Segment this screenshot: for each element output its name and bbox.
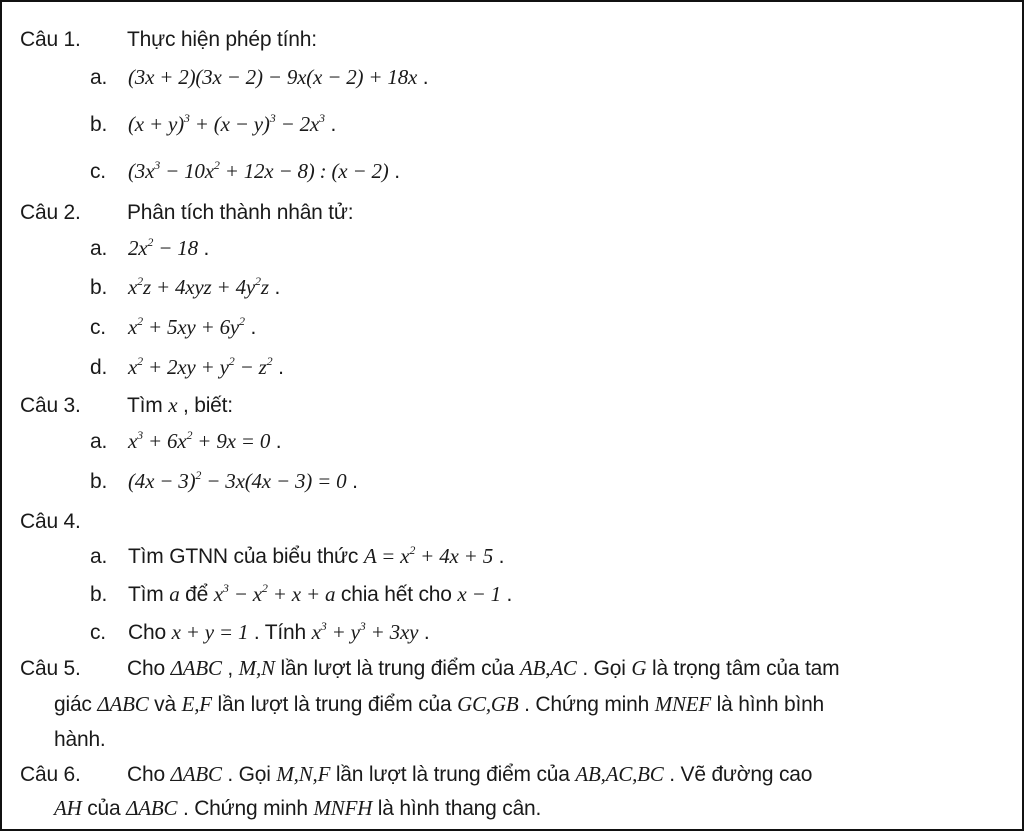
- question-label: Câu 4.: [20, 510, 81, 533]
- question-6-line-1: [20, 760, 812, 789]
- math-expression: $x^2 + 5xy + 6y^2$: [128, 314, 245, 339]
- item-label: a.: [90, 430, 108, 453]
- item-label: a.: [90, 66, 108, 89]
- question-title-part: Tìm: [127, 394, 169, 417]
- question-1-item-b: [90, 110, 336, 139]
- punctuation: .: [274, 276, 281, 299]
- question-2-item-b: [90, 273, 280, 302]
- question-3-item-a: [90, 427, 281, 456]
- punctuation: .: [422, 66, 429, 89]
- math-expression: $x^3 + 6x^2 + 9x = 0$: [128, 428, 271, 453]
- math-expression: $A = x^2 + 4x + 5$: [363, 543, 493, 568]
- question-label: Câu 3.: [20, 394, 81, 417]
- variable-x: x: [168, 393, 178, 417]
- math-expression: $(4x - 3)^2 - 3x(4x - 3) = 0$: [128, 468, 347, 493]
- punctuation: .: [278, 356, 284, 379]
- item-label: d.: [90, 356, 108, 379]
- item-label: b.: [90, 583, 108, 606]
- math-expression: $x^3 - x^2 + x + a$: [213, 581, 336, 606]
- punctuation: .: [423, 621, 430, 644]
- punctuation: .: [275, 430, 282, 453]
- question-2-header: [20, 199, 353, 227]
- punctuation: .: [250, 316, 257, 339]
- question-3-header: [20, 391, 233, 420]
- question-1-item-c: [90, 157, 400, 186]
- item-text: Tìm: [128, 583, 170, 606]
- question-1-header: [20, 26, 317, 54]
- question-1-item-a: [90, 63, 428, 92]
- question-5-line-3: [54, 726, 106, 754]
- punctuation: .: [498, 545, 505, 568]
- item-label: b.: [90, 470, 108, 493]
- question-2-item-d: [90, 353, 284, 382]
- question-6-line-2: [54, 794, 541, 823]
- question-label: Câu 5.: [20, 657, 81, 680]
- question-4-header: [20, 508, 127, 536]
- item-label: c.: [90, 160, 106, 183]
- question-text: AH của ΔABC . Chứng minh MNFH là hình thang cân.: [54, 796, 542, 820]
- math-expression: x − 1: [457, 582, 501, 606]
- variable-a: a: [169, 582, 180, 606]
- item-text: Cho: [128, 621, 172, 644]
- math-expression: x + y = 1: [171, 620, 249, 644]
- question-title: Phân tích thành nhân tử:: [127, 201, 354, 224]
- question-label: Câu 2.: [20, 201, 81, 224]
- math-expression: $(x + y)^3 + (x - y)^3 - 2x^3$: [128, 111, 325, 136]
- question-text: hành.: [54, 728, 106, 751]
- question-2-item-c: [90, 313, 256, 342]
- math-expression: $x^2z + 4xyz + 4y^2z$: [128, 274, 269, 299]
- item-text: để: [179, 583, 214, 606]
- question-text: Cho ΔABC . Gọi M,N,F lần lượt là trung điểm của AB,AC,BC . Vẽ đường cao: [127, 762, 813, 786]
- question-3-item-b: [90, 467, 358, 496]
- punctuation: .: [394, 160, 400, 183]
- item-label: a.: [90, 545, 108, 568]
- question-5-line-2: [54, 690, 824, 719]
- question-text: giác ΔABC và E,F lần lượt là trung điểm của GC,GB . Chứng minh MNEF là hình bình: [54, 692, 825, 716]
- item-label: c.: [90, 316, 106, 339]
- math-expression: $x^2 + 2xy + y^2 - z^2$: [128, 354, 273, 379]
- item-text: Tìm GTNN của biểu thức: [128, 545, 364, 568]
- item-label: a.: [90, 237, 108, 260]
- punctuation: .: [203, 237, 210, 260]
- punctuation: .: [506, 583, 513, 606]
- math-expression: (3x + 2)(3x − 2) − 9x(x − 2) + 18x: [128, 65, 418, 89]
- question-4-item-a: [90, 542, 504, 571]
- item-text: chia hết cho: [335, 583, 458, 606]
- question-label: Câu 1.: [20, 28, 81, 51]
- punctuation: .: [352, 470, 358, 493]
- item-label: b.: [90, 113, 108, 136]
- punctuation: .: [330, 113, 337, 136]
- question-5-line-1: [20, 654, 839, 683]
- question-title: Thực hiện phép tính:: [127, 28, 317, 51]
- question-4-item-c: [90, 618, 430, 647]
- question-4-item-b: [90, 580, 512, 609]
- item-label: b.: [90, 276, 108, 299]
- item-label: c.: [90, 621, 106, 644]
- math-expression: $2x^2 - 18$: [128, 235, 198, 260]
- question-label: Câu 6.: [20, 763, 81, 786]
- math-expression: $x^3 + y^3 + 3xy$: [311, 619, 419, 644]
- question-title-part: , biết:: [177, 394, 233, 417]
- question-text: Cho ΔABC , M,N lần lượt là trung điểm của AB,AC . Gọi G là trọng tâm của tam: [127, 656, 840, 680]
- question-2-item-a: [90, 234, 209, 263]
- math-expression: $(3x^3 - 10x^2 + 12x - 8)$ : (x − 2): [128, 158, 389, 183]
- item-text: . Tính: [248, 621, 312, 644]
